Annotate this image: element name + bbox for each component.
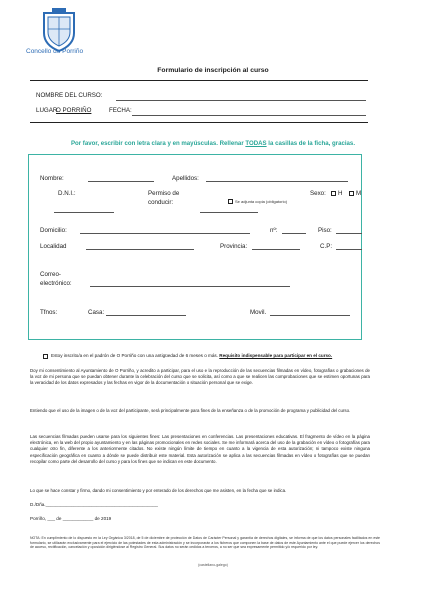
sexo-m-checkbox[interactable] [349,191,354,196]
sexo-m-label: M [356,190,362,197]
consent-paragraph: Doy mi consentimiento al Ayuntamiento de O Porriño, y acredito a participar, para el uso e la reproducción de las secuencias filmadas en vídeo, fotografías o grabaciones de la voz de mi persona que se puedan obtener durante la celebración del curso que se solicita, así como a que se realicen las comprobaciones que se estimen oportunas para la veracidad de los datos expresados y las fechas en vigor de la documentación o situación personal que se exige. [30,368,370,386]
instructions-emphasis: TODAS [245,140,267,147]
purposes-paragraph: Las secuencias filmadas pueden usarse para los siguientes fines: Las presentaciones en conferencias. Las presentaciones educativas. El fragmento de vídeo en la página electrónica, en la web del propio ayuntamiento y en las páginas promocionales en redes sociales. Se me informará acerca del uso de la grabación en vídeo o fotografías para cualquier otro fin, diferente a los anteriormente citados. No existe ningún límite de tiempo en cuanto a la vigencia de esta autorización; ni tampoco existe ninguna especificación geográfica en cuanto a dónde se puede distribuir este material. Esta autorización se aplica a las secuencias filmadas en vídeo o fotografías que se puedan recopilar como parte del desarrollo del curso y para los fines que se indican en este documento. [30,434,370,464]
casa-label: Casa: [88,309,105,316]
date-field[interactable] [132,115,366,116]
page-footer: (castellano-galego) [198,563,228,567]
movil-label: Movil. [250,309,267,316]
dni-label: D.N.I.: [58,190,76,197]
nombre-field[interactable] [88,181,154,182]
padron-checkbox[interactable] [43,354,48,359]
logo-text: Concello do Porriño [26,48,84,55]
requisito-text: Requisito indispensable para participar en el curso. [219,353,333,358]
signature-name-line: D./Dña.____________________________________________ [30,502,158,507]
tfnos-label: Tfnos: [40,309,58,316]
course-name-label: NOMBRE DEL CURSO: [36,92,103,99]
place-label: LUGAR [36,107,58,114]
piso-field[interactable] [336,233,362,234]
dni-field[interactable] [54,212,114,213]
course-rule [30,122,368,123]
permiso-label-2: conducir: [148,199,174,206]
casa-field[interactable] [106,315,186,316]
signature-date-line: Porriño, ___ de ____________ de 2019 [30,516,112,521]
apellidos-label: Apellidos: [172,175,199,182]
apellidos-field[interactable] [206,181,348,182]
numero-label: nº: [270,227,278,234]
shield-icon [28,7,90,53]
localidad-field[interactable] [86,249,194,250]
copia-note: Se adjunta copia (obligatorio) [235,199,288,204]
correo-label-1: Correo- [40,271,61,278]
numero-field[interactable] [282,233,306,234]
cp-field[interactable] [336,249,362,250]
domicilio-field[interactable] [80,233,250,234]
sexo-label: Sexo: [310,190,326,197]
legal-note: NOTA: En cumplimiento de lo dispuesto en la Ley Orgánica 3/2018, de 5 de diciembre de protección de Datos de Carácter Personal y garantía de derechos digitales, se informa de que los datos personales facilitados en este formulario, se utilizarán exclusivamente para el ejercicio de las potestades de esta administración y se incorporarán a los ficheros que componen la base de datos de este Ayuntamiento ante el que puede ejercer los derechos de acceso, rectificación, cancelación y oposición dirigiéndose al Registro General. Sus datos no serán cedidos a terceros, a no ser que sea expresamente permitido y/o requerido por ley. [30,536,380,550]
closing-paragraph: Lo que se hace constar y firmo, dando mi consentimiento y por enterado de los derechos que me asisten, en la fecha que se indica. [30,488,287,493]
domicilio-label: Domicilio: [40,227,67,234]
usage-paragraph: Entiendo que el uso de la imagen o de la voz del participante, será principalmente para fines de la enseñanza o de la promoción de programa y publicidad del curso. [30,408,351,413]
title-rule [30,80,368,81]
permiso-field[interactable] [200,212,258,213]
sexo-h-checkbox[interactable] [331,191,336,196]
permiso-label-1: Permiso de [148,190,180,197]
localidad-label: Localidad [40,243,67,250]
copia-checkbox[interactable] [228,199,233,204]
date-label: FECHA: [109,107,132,114]
padron-statement: Estoy inscrito/a en el padrón de O Porriño con una antigüedad de 6 meses o más. Requisito indispensable para participar en el curso. [51,353,333,358]
correo-label-2: electrónico: [40,280,72,287]
place-value: O PORRIÑO [56,107,92,114]
cp-label: C.P: [320,243,333,250]
provincia-label: Provincia: [220,243,248,250]
piso-label: Piso: [318,227,332,234]
provincia-field[interactable] [252,249,300,250]
instructions: Por favor, escribir con letra clara y en mayúsculas. Rellenar TODAS la casillas de la ficha, gracias. [70,140,356,147]
correo-field[interactable] [90,286,290,287]
sexo-h-label: H [338,190,343,197]
form-title: Formulario de inscripción al curso [157,67,269,74]
nombre-label: Nombre: [40,175,64,182]
course-name-field[interactable] [116,100,366,101]
movil-field[interactable] [270,315,350,316]
